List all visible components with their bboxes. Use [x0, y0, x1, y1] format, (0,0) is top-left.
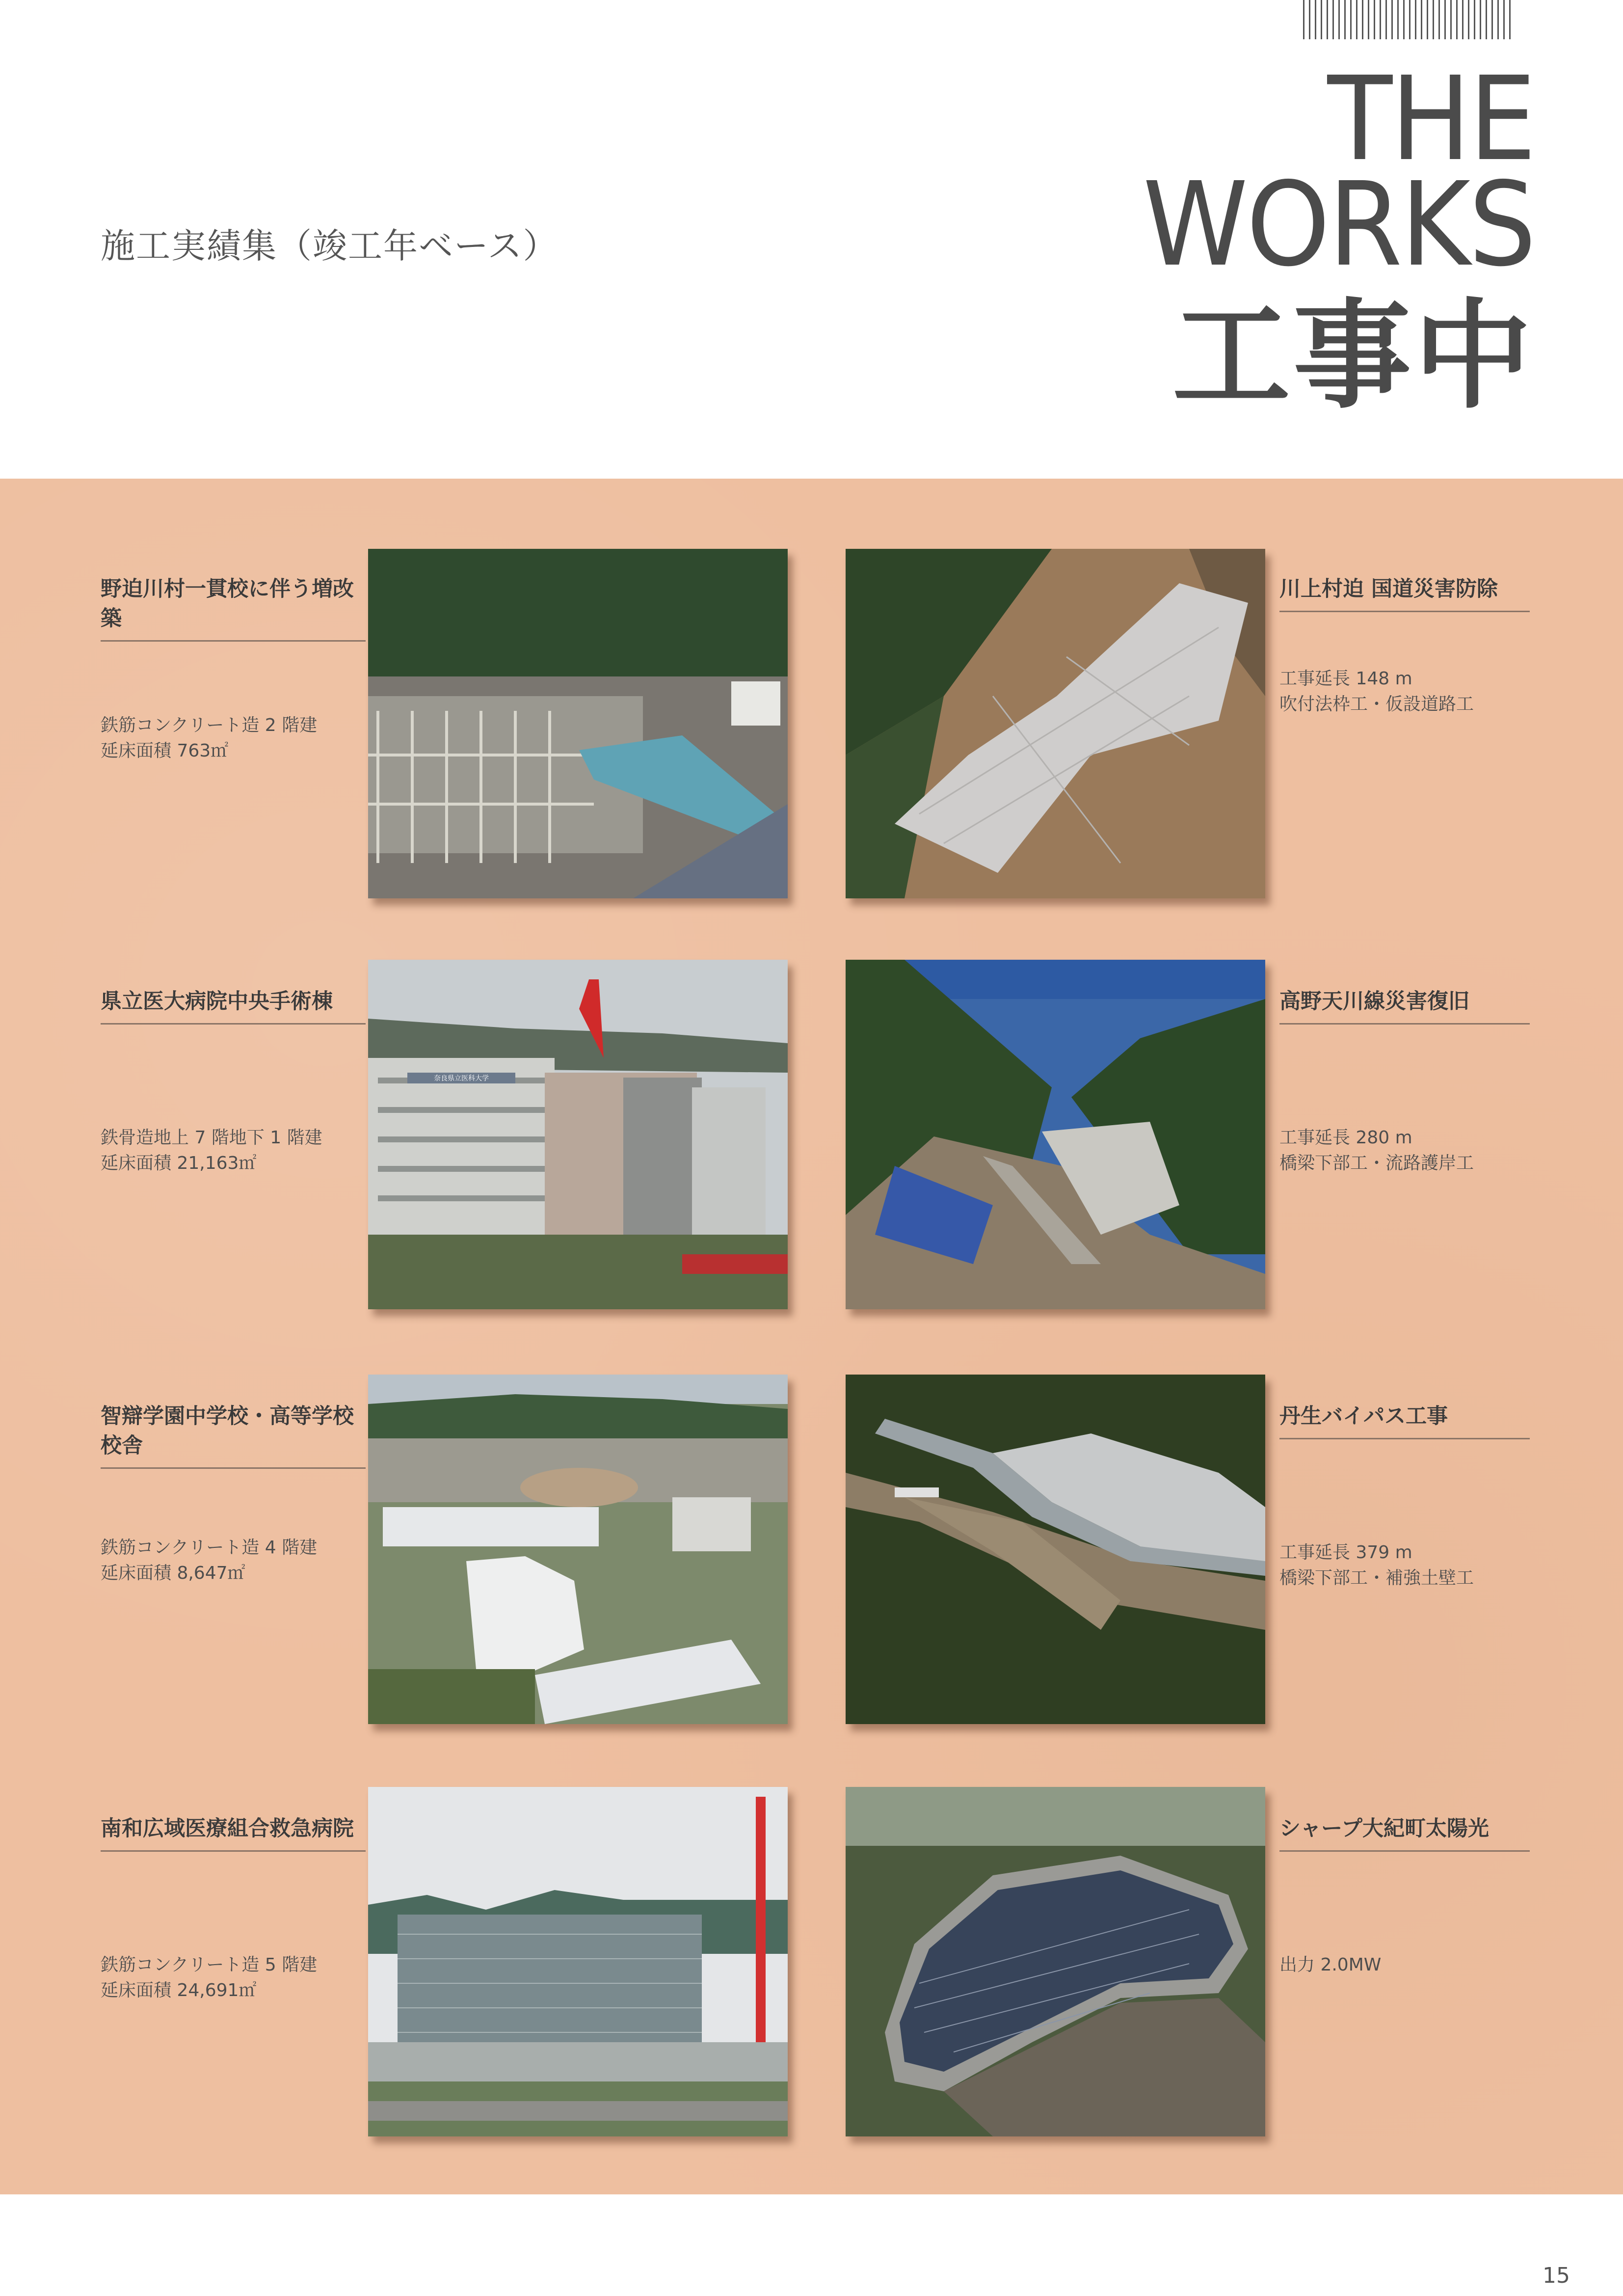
work-title: 智辯学園中学校・高等学校校舎	[101, 1402, 366, 1469]
work-caption-1	[101, 574, 366, 764]
work-spec-line: 工事延長 148 m	[1279, 669, 1412, 689]
solar-plant-photo	[846, 1787, 1265, 2136]
work-title: 川上村迫 国道災害防除	[1279, 574, 1530, 612]
title-works: WORKS	[1143, 157, 1535, 292]
slope-protection-photo	[846, 549, 1265, 898]
construction-site-photo	[368, 549, 788, 898]
valley-road-photo	[846, 960, 1265, 1309]
work-spec-line: 延床面積 763㎡	[101, 741, 229, 761]
work-spec-line: 吹付法枠工・仮設道路工	[1279, 694, 1474, 714]
work-photo-8	[846, 1787, 1265, 2136]
work-caption-7	[101, 1814, 366, 2003]
work-title: 野迫川村一貫校に伴う増改築	[101, 574, 366, 642]
work-spec-line: 延床面積 8,647㎡	[101, 1563, 245, 1583]
work-spec-line: 橋梁下部工・補強土壁工	[1279, 1568, 1474, 1588]
work-photo-3	[368, 960, 788, 1309]
work-photo-6	[846, 1375, 1265, 1724]
work-spec-line: 出力 2.0MW	[1279, 1955, 1382, 1975]
work-spec-line: 延床面積 21,163㎡	[101, 1153, 257, 1173]
page-title	[1109, 52, 1535, 430]
title-the: THE	[1327, 52, 1535, 187]
bypass-road-photo	[846, 1375, 1265, 1724]
work-photo-4	[846, 960, 1265, 1309]
building-sign: 奈良県立医科大学	[434, 1075, 489, 1082]
page-subtitle: 施工実績集（竣工年ベース）	[101, 226, 559, 266]
work-spec-line: 工事延長 280 m	[1279, 1128, 1412, 1148]
work-spec	[101, 713, 366, 764]
work-spec	[1279, 1125, 1544, 1176]
work-caption-5	[101, 1402, 366, 1586]
work-photo-5	[368, 1375, 788, 1724]
hospital-building-photo	[368, 960, 788, 1309]
work-title: 丹生バイパス工事	[1279, 1402, 1530, 1439]
work-caption-4	[1279, 987, 1544, 1176]
work-photo-7	[368, 1787, 788, 2136]
work-spec-line: 鉄筋コンクリート造 2 階建	[101, 715, 318, 735]
work-spec-line: 工事延長 379 m	[1279, 1542, 1412, 1563]
work-spec	[101, 1952, 366, 2003]
work-spec	[101, 1125, 366, 1176]
school-campus-photo	[368, 1375, 788, 1724]
work-spec-line: 鉄筋コンクリート造 5 階建	[101, 1955, 318, 1975]
work-spec-line: 鉄骨造地上 7 階地下 1 階建	[101, 1128, 322, 1148]
work-title: 南和広域医療組合救急病院	[101, 1814, 366, 1852]
work-caption-8	[1279, 1814, 1544, 1978]
work-title: シャープ大紀町太陽光	[1279, 1814, 1530, 1852]
work-caption-6	[1279, 1402, 1544, 1591]
work-caption-3	[101, 987, 366, 1176]
work-spec	[101, 1535, 366, 1586]
work-spec-line: 鉄筋コンクリート造 4 階建	[101, 1538, 318, 1558]
work-title: 県立医大病院中央手術棟	[101, 987, 366, 1025]
page-number: 15	[1543, 2263, 1570, 2288]
work-photo-1	[368, 549, 788, 898]
work-spec-line: 橋梁下部工・流路護岸工	[1279, 1153, 1474, 1173]
work-spec	[1279, 1952, 1544, 1978]
work-spec	[1279, 1540, 1544, 1591]
work-title: 高野天川線災害復旧	[1279, 987, 1530, 1025]
barcode-decoration	[1303, 0, 1531, 39]
work-photo-2	[846, 549, 1265, 898]
hospital-construction-photo	[368, 1787, 788, 2136]
work-spec	[1279, 666, 1544, 717]
title-jp: 工事中	[1172, 287, 1535, 425]
work-caption-2	[1279, 574, 1544, 717]
work-spec-line: 延床面積 24,691㎡	[101, 1980, 257, 2000]
